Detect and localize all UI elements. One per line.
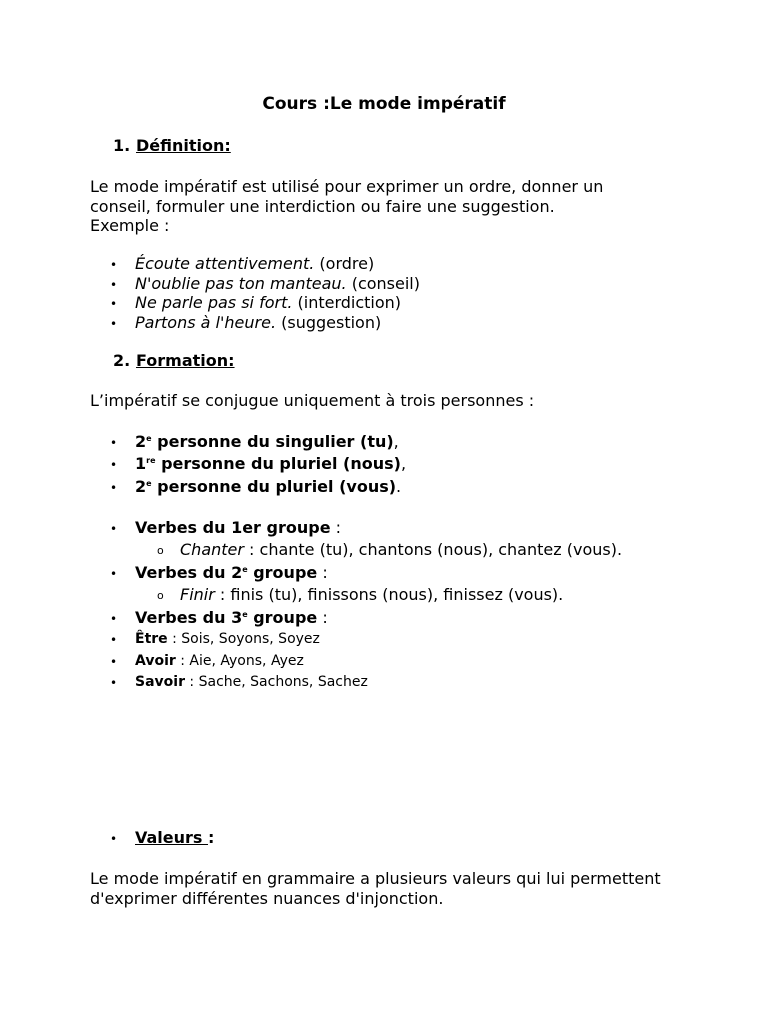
example-sentence: Partons à l'heure. <box>135 313 277 332</box>
irregular-verb-item: Savoir : Sache, Sachons, Sachez <box>135 674 368 690</box>
definition-paragraph-line: conseil, formuler une interdiction ou faire une suggestion. <box>90 197 555 216</box>
formation-heading <box>113 351 235 371</box>
definition-paragraph-line: Le mode impératif est utilisé pour exprimer un ordre, donner un <box>90 177 604 196</box>
group-1-example: Chanter : chante (tu), chantons (nous), chantez (vous). <box>180 540 623 559</box>
definition-paragraph-line: Exemple : <box>90 216 170 235</box>
group-2-example: Finir : finis (tu), finissons (nous), finissez (vous). <box>180 585 564 604</box>
irregular-verb-item: Être : Sois, Soyons, Soyez <box>135 631 320 647</box>
bullet-marker: • <box>110 297 118 311</box>
page-title: Cours :Le mode impératif <box>262 94 506 114</box>
example-type: (suggestion) <box>276 313 382 332</box>
definition-number: 1. <box>113 136 131 155</box>
person-item: 1re personne du pluriel (nous), <box>135 454 407 473</box>
bullet-marker: • <box>110 567 118 581</box>
bullet-marker: • <box>110 436 118 450</box>
sub-bullet-marker: o <box>157 589 164 602</box>
bullet-marker: • <box>110 481 118 495</box>
bullet-marker: • <box>110 278 118 292</box>
bullet-marker: • <box>110 633 118 647</box>
example-sentence: Ne parle pas si fort. <box>135 293 293 312</box>
irregular-verb-item: Avoir : Aie, Ayons, Ayez <box>135 653 304 669</box>
formation-heading-text: Formation: <box>136 351 235 370</box>
example-item <box>135 293 401 313</box>
example-type: (conseil) <box>346 274 420 293</box>
bullet-marker: • <box>110 676 118 690</box>
example-sentence: Écoute attentivement. <box>135 254 315 273</box>
group-3-item: Verbes du 3e groupe : <box>135 608 328 627</box>
example-sentence: N'oublie pas ton manteau. <box>135 274 347 293</box>
bullet-marker: • <box>110 522 118 536</box>
definition-heading-text: Définition: <box>136 136 231 155</box>
valeurs-paragraph-line: Le mode impératif en grammaire a plusieurs valeurs qui lui permettent <box>90 869 661 888</box>
formation-number: 2. <box>113 351 131 370</box>
bullet-marker: • <box>110 612 118 626</box>
example-type: (ordre) <box>314 254 375 273</box>
group-2-item: Verbes du 2e groupe : <box>135 563 328 582</box>
bullet-marker: • <box>110 832 118 846</box>
example-type: (interdiction) <box>292 293 402 312</box>
bullet-marker: • <box>110 655 118 669</box>
bullet-marker: • <box>110 458 118 472</box>
example-item <box>135 274 420 294</box>
bullet-marker: • <box>110 317 118 331</box>
person-item: 2e personne du pluriel (vous). <box>135 477 402 496</box>
example-item <box>135 254 374 274</box>
bullet-marker: • <box>110 258 118 272</box>
group-1-item: Verbes du 1er groupe : <box>135 518 342 537</box>
sub-bullet-marker: o <box>157 544 164 557</box>
valeurs-heading: Valeurs : <box>135 828 215 847</box>
valeurs-paragraph-line: d'exprimer différentes nuances d'injonction. <box>90 889 444 908</box>
definition-heading <box>113 136 231 156</box>
formation-intro: L’impératif se conjugue uniquement à trois personnes : <box>90 391 535 410</box>
example-item <box>135 313 381 333</box>
person-item: 2e personne du singulier (tu), <box>135 432 399 451</box>
